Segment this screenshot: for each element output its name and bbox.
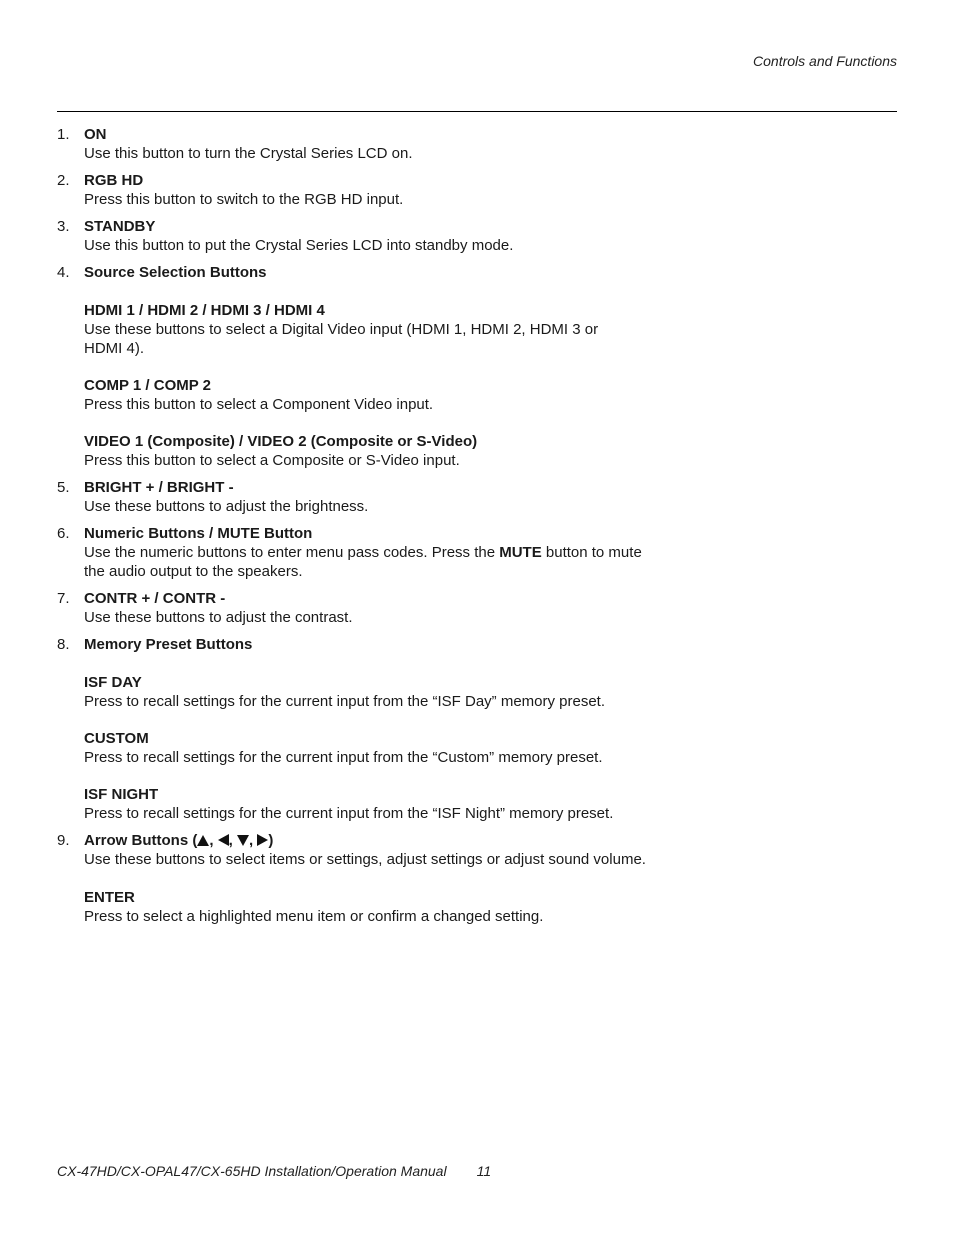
item-title: STANDBY [84,218,156,235]
page-number: 11 [476,1163,492,1179]
subitem-title: COMP 1 / COMP 2 [84,377,211,394]
subitem-description: Use these buttons to select a Digital Video input (HDMI 1, HDMI 2, HDMI 3 or [84,321,599,338]
arrow-down-icon [237,835,249,846]
subitem-custom [84,729,697,767]
arrow-right-icon [257,834,268,846]
list-item-rgb-hd [57,171,697,209]
running-header: Controls and Functions [753,53,897,69]
item-title: RGB HD [84,172,144,189]
item-number: 1. [57,126,70,143]
separator: , [209,832,218,849]
subitem-title: CUSTOM [84,730,149,747]
list-item-arrow-buttons [57,831,697,926]
item-description-continued: the audio output to the speakers. [84,563,303,580]
subitem-title: ISF NIGHT [84,786,159,803]
subitem-title: ENTER [84,889,135,906]
description-text: Use the numeric buttons to enter menu pass codes. Press the [84,544,500,561]
manual-title: CX-47HD/CX-OPAL47/CX-65HD Installation/Operation Manual [57,1163,447,1179]
item-number: 2. [57,172,70,189]
item-title: Source Selection Buttons [84,264,267,281]
list-item-on [57,125,697,163]
subitem-description: Press to recall settings for the current input from the “Custom” memory preset. [84,749,603,766]
subitem-title: ISF DAY [84,674,142,691]
item-description: Use this button to put the Crystal Series LCD into standby mode. [84,237,514,254]
item-title: CONTR + / CONTR - [84,590,226,607]
arrow-title-text: Arrow Buttons ( [84,832,198,849]
separator: , [249,832,258,849]
list-item-contrast [57,589,697,627]
subitem-enter [84,888,697,926]
item-description: Press this button to switch to the RGB HD input. [84,191,404,208]
subitem-description: Press to recall settings for the current input from the “ISF Night” memory preset. [84,805,614,822]
item-number: 9. [57,832,70,849]
arrow-title-close: ) [268,832,274,849]
list-item-numeric-mute [57,524,697,581]
subitem-isf-night [84,785,697,823]
item-description: Use this button to turn the Crystal Series LCD on. [84,145,413,162]
subitem-description: Press this button to select a Component Video input. [84,396,434,413]
subitem-description: Press this button to select a Composite or S-Video input. [84,452,460,469]
item-title: BRIGHT + / BRIGHT - [84,479,234,496]
list-item-source-selection [57,263,697,470]
item-description: Use these buttons to adjust the contrast. [84,609,353,626]
arrow-up-icon [197,835,209,846]
page-content [57,125,697,934]
subitem-description-continued: HDMI 4). [84,340,144,357]
subitem-comp [84,376,697,414]
list-item-standby [57,217,697,255]
item-title [84,831,697,850]
page-footer [57,1163,491,1179]
arrow-left-icon [218,834,229,846]
mute-keyword: MUTE [499,544,542,561]
list-item-bright [57,478,697,516]
subitem-title: HDMI 1 / HDMI 2 / HDMI 3 / HDMI 4 [84,302,325,319]
item-number: 3. [57,218,70,235]
header-rule [57,111,897,112]
list-item-memory-preset [57,635,697,823]
subitem-hdmi [84,301,697,358]
separator: , [228,832,238,849]
item-number: 5. [57,479,70,496]
item-description: Use these buttons to select items or settings, adjust settings or adjust sound volume. [84,851,646,868]
subitem-title: VIDEO 1 (Composite) / VIDEO 2 (Composite or S-Video) [84,433,478,450]
item-number: 6. [57,525,70,542]
subitem-isf-day [84,673,697,711]
item-title: Numeric Buttons / MUTE Button [84,525,313,542]
item-number: 8. [57,636,70,653]
item-number: 4. [57,264,70,281]
item-description: Use these buttons to adjust the brightness. [84,498,369,515]
item-title: Memory Preset Buttons [84,636,253,653]
subitem-description: Press to select a highlighted menu item or confirm a changed setting. [84,908,544,925]
subitem-description: Press to recall settings for the current input from the “ISF Day” memory preset. [84,693,606,710]
description-text-end: button to mute [541,544,642,561]
item-description [84,543,697,562]
subitem-video [84,432,697,470]
item-title: ON [84,126,107,143]
item-number: 7. [57,590,70,607]
